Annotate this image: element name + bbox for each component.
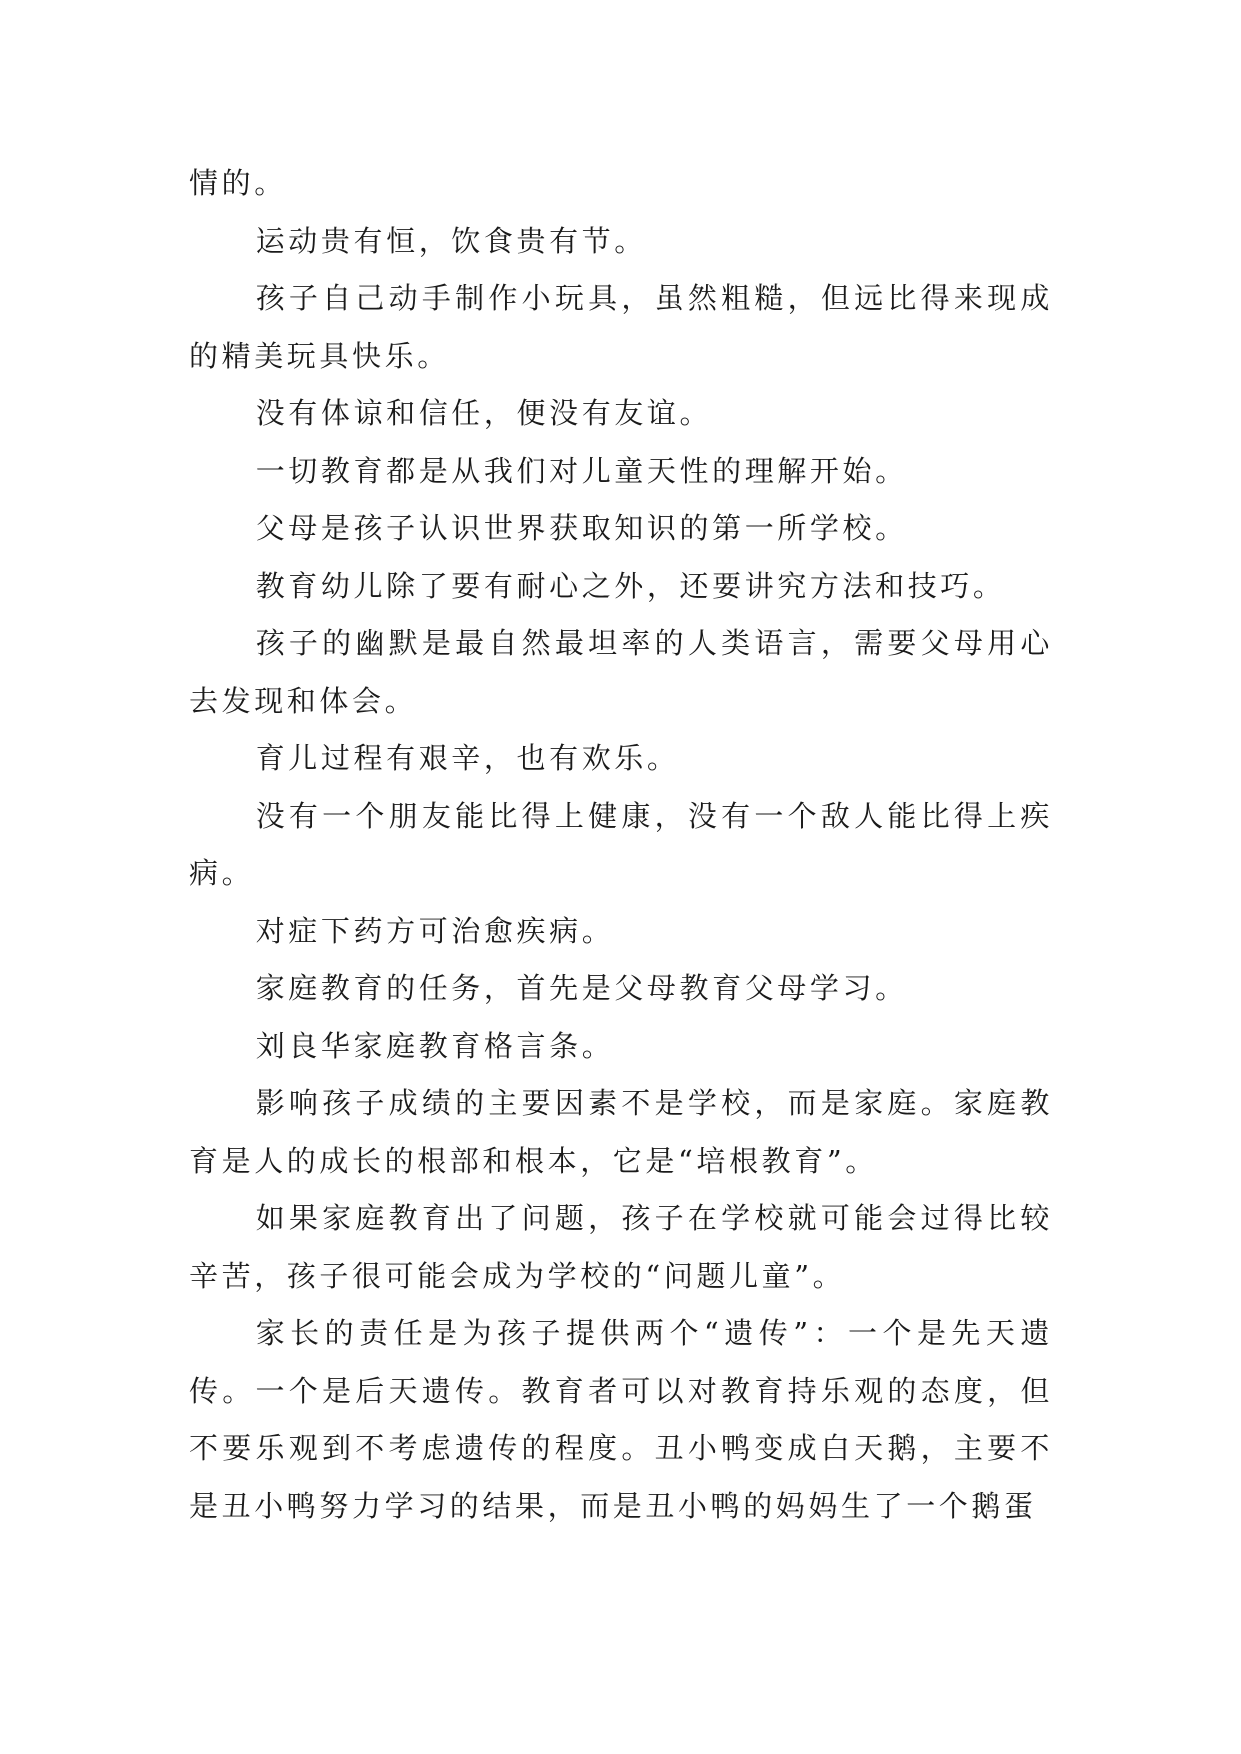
paragraph: 家庭教育的任务，首先是父母教育父母学习。 [255, 971, 908, 1005]
paragraph: 对症下药方可治愈疾病。 [255, 913, 615, 948]
paragraph: 运动贵有恒，饮食贵有节。 [255, 223, 647, 258]
paragraph: 家长的责任是为孩子提供两个“遗传”：一个是先天遗传。一个是后天遗传。教育者可以对教育持乐观的态度，但不要乐观到不考虑遗传的程度。丑小鸭变成白天鹅，主要不是丑小鸭努力学习的结果，而是丑小鸭的妈妈生了一个鹅蛋 [189, 1316, 1053, 1523]
paragraph: 影响孩子成绩的主要因素不是学校，而是家庭。家庭教育是人的成长的根部和根本，它是“培根教育”。 [189, 1086, 1053, 1178]
paragraph: 父母是孩子认识世界获取知识的第一所学校。 [255, 511, 908, 545]
paragraph: 情的。 [189, 166, 287, 200]
paragraph: 一切教育都是从我们对儿童天性的理解开始。 [255, 453, 908, 488]
paragraph: 没有一个朋友能比得上健康，没有一个敌人能比得上疾病。 [189, 798, 1053, 890]
paragraph: 育儿过程有艰辛，也有欢乐。 [255, 741, 680, 775]
paragraph: 教育幼儿除了要有耐心之外，还要讲究方法和技巧。 [255, 568, 1006, 603]
paragraph: 刘良华家庭教育格言条。 [255, 1028, 615, 1063]
paragraph: 孩子的幽默是最自然最坦率的人类语言，需要父母用心去发现和体会。 [189, 626, 1053, 718]
paragraph: 没有体谅和信任，便没有友谊。 [255, 396, 713, 430]
paragraph: 如果家庭教育出了问题，孩子在学校就可能会过得比较辛苦，孩子很可能会成为学校的“问题儿童”。 [189, 1201, 1053, 1293]
paragraph: 孩子自己动手制作小玩具，虽然粗糙，但远比得来现成的精美玩具快乐。 [189, 281, 1053, 373]
document-body [189, 155, 1053, 1535]
